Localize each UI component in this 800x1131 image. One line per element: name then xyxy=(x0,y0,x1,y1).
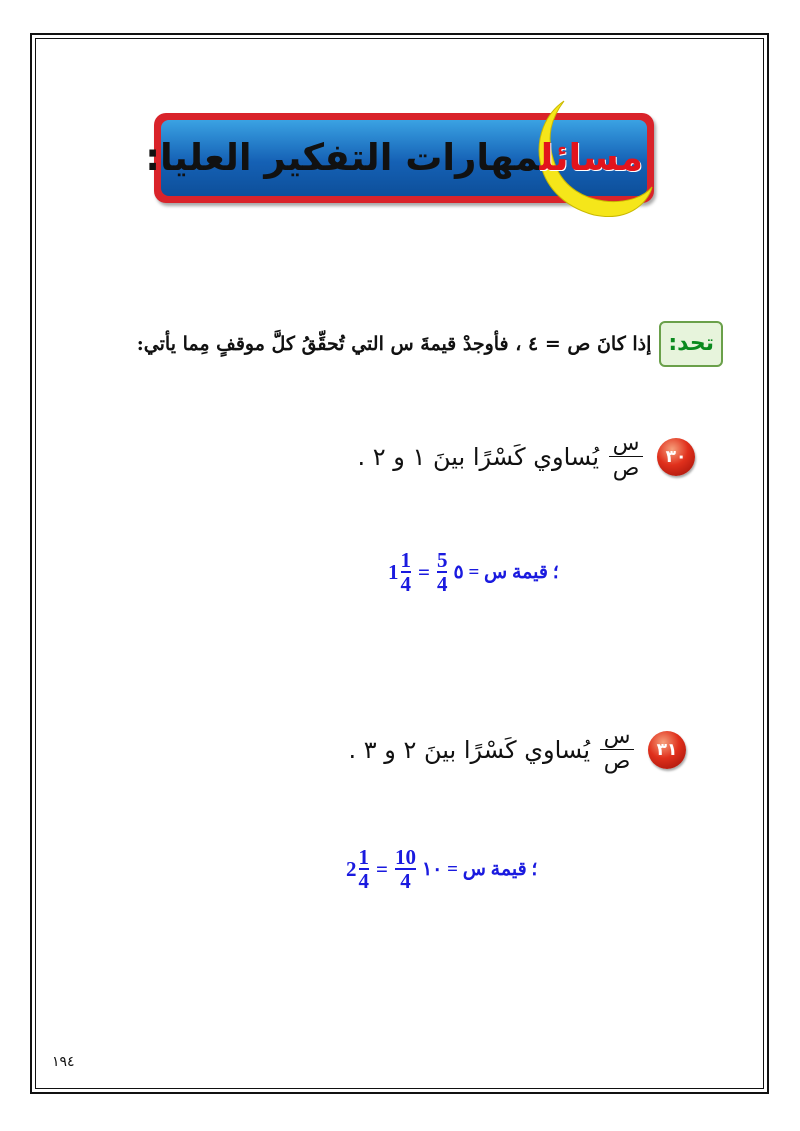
challenge-tag: تحد: xyxy=(659,321,723,367)
banner-title-black: مهارات التفكير العليا: xyxy=(145,136,540,179)
answer-improper-fraction xyxy=(395,846,416,892)
section-banner xyxy=(145,107,658,207)
answer-31 xyxy=(346,846,537,892)
problem-text: يُساوي كَسْرًا بينَ ١ و ٢ . xyxy=(357,442,599,471)
answer-mixed-denominator: 4 xyxy=(400,572,411,596)
fraction-numerator: س xyxy=(612,431,640,456)
challenge-statement xyxy=(136,316,723,372)
answer-mixed-fraction xyxy=(401,549,412,595)
answer-result: ؛ قيمة س = ٥ xyxy=(453,561,559,583)
banner-title-red: مسائل xyxy=(539,136,643,179)
fraction-denominator: ص xyxy=(612,456,640,481)
fraction-x-over-y xyxy=(609,432,643,481)
fraction-x-over-y xyxy=(600,725,634,774)
fraction-numerator: س xyxy=(603,724,631,749)
problem-text: يُساوي كَسْرًا بينَ ٢ و ٣ . xyxy=(348,735,590,764)
challenge-text: إذا كانَ ص = ٤ ، فأوجدْ قيمةَ س التي تُحقِّقُ كلَّ موقفٍ مِما يأتي: xyxy=(136,333,652,355)
answer-expression xyxy=(346,846,418,892)
equals-sign: = xyxy=(418,559,430,584)
banner-title xyxy=(145,120,647,196)
answer-improper-fraction xyxy=(437,549,448,595)
answer-denominator: 4 xyxy=(436,572,448,596)
fraction-denominator: ص xyxy=(603,749,631,774)
answer-expression xyxy=(388,549,449,595)
answer-mixed-fraction xyxy=(359,846,370,892)
problem-31 xyxy=(312,725,686,774)
equals-sign: = xyxy=(376,856,388,881)
answer-mixed-numerator: 1 xyxy=(400,548,411,572)
answer-numerator: 10 xyxy=(394,845,416,869)
answer-mixed-denominator: 4 xyxy=(358,869,369,893)
answer-result: ؛ قيمة س = ١٠ xyxy=(421,858,538,880)
answer-denominator: 4 xyxy=(400,869,411,893)
answer-mixed-numerator: 1 xyxy=(358,845,369,869)
answer-30 xyxy=(388,549,559,595)
problem-number-badge: ٣١ xyxy=(648,731,686,769)
answer-numerator: 5 xyxy=(436,548,448,572)
problem-number-badge: ٣٠ xyxy=(657,438,695,476)
answer-whole: 1 xyxy=(388,559,399,584)
problem-30 xyxy=(325,432,695,481)
page-number: ١٩٤ xyxy=(52,1054,75,1070)
answer-whole: 2 xyxy=(346,856,357,881)
